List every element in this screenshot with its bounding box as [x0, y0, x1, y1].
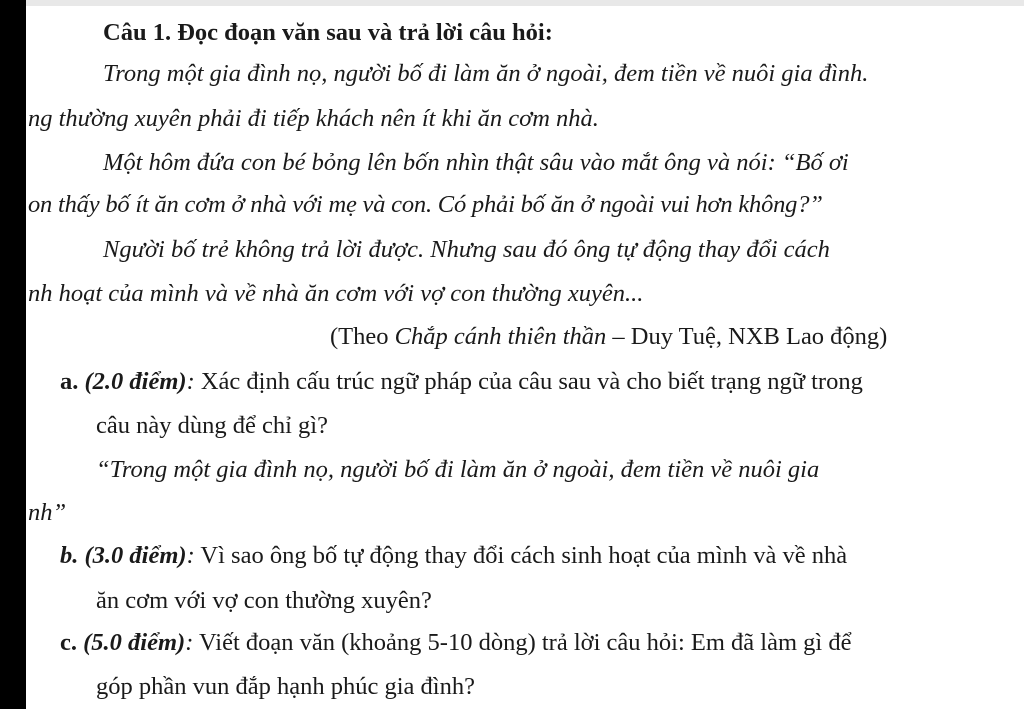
item-b-line-1	[60, 541, 847, 571]
item-a-colon: :	[186, 368, 195, 395]
item-c-colon: :	[185, 629, 194, 656]
item-b-points: (3.0 điểm)	[84, 542, 187, 569]
item-c-points: (5.0 điểm)	[83, 629, 186, 656]
passage-line-6: nh hoạt của mình và về nhà ăn cơm với vợ con thường xuyên...	[28, 280, 644, 307]
item-a-points: (2.0 điểm)	[84, 368, 187, 395]
item-a-text-1: Xác định cấu trúc ngữ pháp của câu sau và cho biết trạng ngữ trong	[194, 368, 863, 395]
passage-line-5: Người bố trẻ không trả lời được. Nhưng sau đó ông tự động thay đổi cách	[103, 236, 830, 263]
passage-line-1: Trong một gia đình nọ, người bố đi làm ăn ở ngoài, đem tiền về nuôi gia đình.	[103, 60, 869, 87]
item-c-text-1: Viết đoạn văn (khoảng 5-10 dòng) trả lời câu hỏi: Em đã làm gì để	[193, 629, 852, 656]
item-b-text-1: Vì sao ông bố tự động thay đổi cách sinh hoạt của mình và về nhà	[194, 542, 848, 569]
passage-line-2: ng thường xuyên phải đi tiếp khách nên ít khi ăn cơm nhà.	[28, 105, 599, 132]
source-suffix: – Duy Tuệ, NXB Lao động)	[606, 323, 888, 350]
item-a-quote-line-2: nh”	[28, 499, 67, 526]
top-edge	[26, 0, 1024, 6]
item-a-marker: a.	[60, 368, 79, 395]
item-c-marker: c.	[60, 629, 77, 656]
passage-line-4: on thấy bố ít ăn cơm ở nhà với mẹ và con. Có phải bố ăn ở ngoài vui hơn không?”	[28, 191, 823, 218]
question-title: Câu 1. Đọc đoạn văn sau và trả lời câu hỏi:	[103, 19, 553, 46]
item-a-quote-line-1: “Trong một gia đình nọ, người bố đi làm ăn ở ngoài, đem tiền về nuôi gia	[96, 456, 820, 483]
source-title: Chắp cánh thiên thần	[394, 323, 607, 350]
item-b-line-2: ăn cơm với vợ con thường xuyên?	[96, 587, 432, 614]
passage-line-3: Một hôm đứa con bé bỏng lên bốn nhìn thật sâu vào mắt ông và nói: “Bố ơi	[103, 149, 849, 176]
source-prefix: (Theo	[330, 323, 395, 350]
item-c-line-2: góp phần vun đắp hạnh phúc gia đình?	[96, 673, 475, 700]
item-b-marker: b.	[60, 542, 79, 569]
item-a-line-2: câu này dùng để chỉ gì?	[96, 412, 328, 439]
item-b-colon: :	[186, 542, 195, 569]
item-c-line-1	[60, 628, 851, 658]
source-citation	[330, 322, 887, 352]
item-a-line-1	[60, 367, 863, 397]
